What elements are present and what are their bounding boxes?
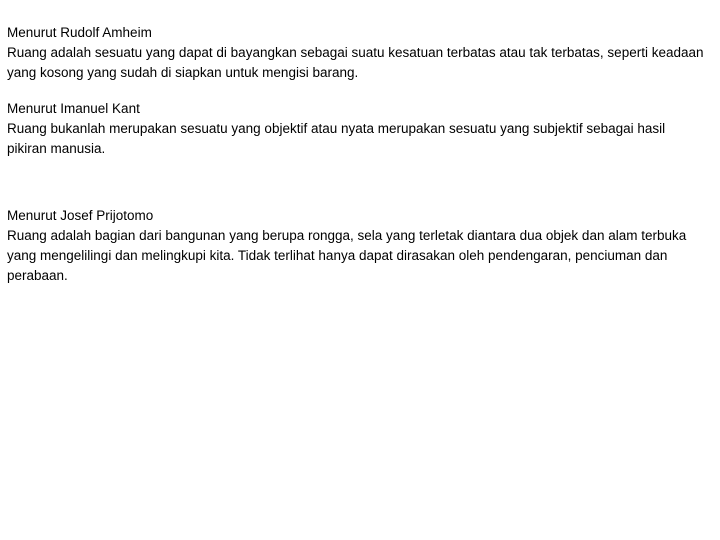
section-heading: Menurut Imanuel Kant <box>7 101 140 116</box>
section-heading: Menurut Rudolf Amheim <box>7 25 152 40</box>
section-imanuel-kant <box>7 99 707 159</box>
section-body: Ruang adalah sesuatu yang dapat di bayangkan sebagai suatu kesatuan terbatas atau tak terbatas, seperti keadaan yang kosong yang sudah di siapkan untuk mengisi barang. <box>7 45 704 80</box>
section-heading: Menurut Josef Prijotomo <box>7 208 154 223</box>
section-josef-prijotomo <box>7 206 707 286</box>
section-rudolf-amheim <box>7 23 707 83</box>
section-body: Ruang bukanlah merupakan sesuatu yang objektif atau nyata merupakan sesuatu yang subjektif sebagai hasil pikiran manusia. <box>7 121 666 156</box>
section-body: Ruang adalah bagian dari bangunan yang berupa rongga, sela yang terletak diantara dua objek dan alam terbuka yang mengelilingi dan melingkupi kita. Tidak terlihat hanya dapat dirasakan oleh pendengaran, penciuman dan perabaan. <box>7 228 687 283</box>
